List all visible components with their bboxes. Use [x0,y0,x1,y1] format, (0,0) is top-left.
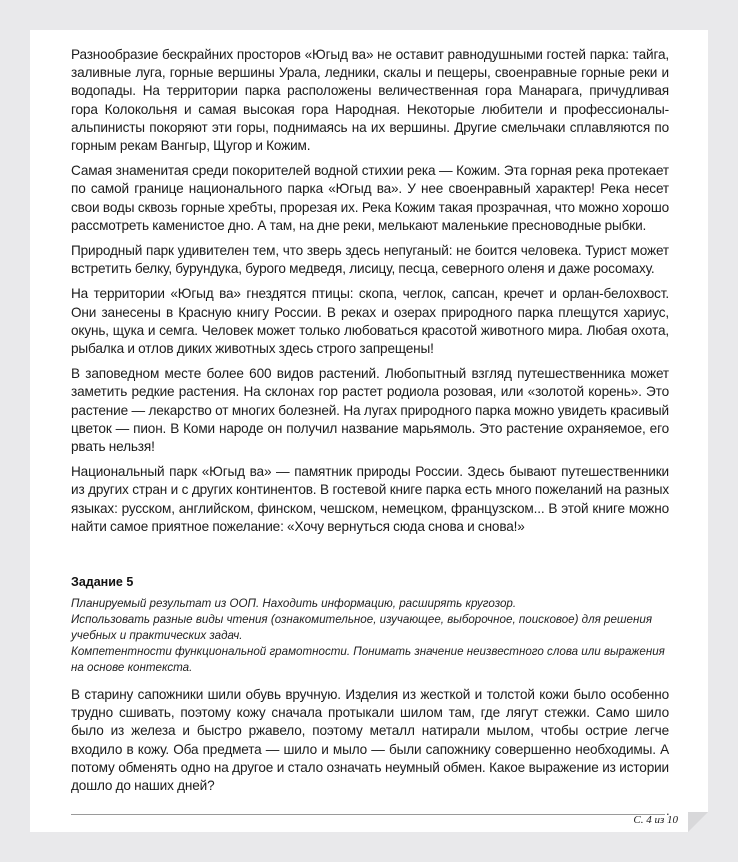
answer-input-line[interactable] [71,814,665,815]
paragraph-landscape: Разнообразие бескрайних просторов «Югыд ва» не оставит равнодушными гостей парка: тайга, заливные луга, горные вершины Урала, ледники, скалы и пещеры, своенравные горные реки и водопады. На территории парка расположены величественная гора Манарага, причудливая гора Колокольня и самая высокая гора Народная. Некоторые любители и профессионалы-альпинисты покоряют эти горы, поднимаясь на их вершины. Другие смельчаки сплавляются по горным рекам Вангыр, Щугор и Кожим. [71,47,669,154]
paragraph-birds-fish: На территории «Югыд ва» гнездятся птицы: скопа, чеглок, сапсан, кречет и орлан-белохвост. Они занесены в Красную книгу России. В реках и озерах природного парка плещутся хариус, окунь, щука и семга. Человек может только любоваться красотой животного мира. Любая охота, рыбалка и отлов диких животных здесь строго запрещены! [71,286,669,357]
task-question: В старину сапожники шили обувь вручную. Изделия из жесткой и толстой кожи было особенно трудно сшивать, поэтому кожу сначала протыкали шилом там, где лягут стежки. Само шило было из железа и быстро ржавело, поэтому металл натирали мылом, чтобы острие легче входило в кожу. Оба предмета — шило и мыло — были сапожнику совершенно необходимы. А потому обменять одно на другое и стало означать неумный обмен. Какое выражение из истории дошло до наших дней? [71,687,669,794]
task-objective-competence: Компетентности функциональной грамотности. Понимать значение неизвестного слова или выражения на основе контекста. [71,645,665,675]
task-objective-planned-result: Планируемый результат из ООП. Находить информацию, расширять кругозор. [71,597,517,611]
task-title: Задание 5 [71,575,134,590]
task-objective-reading-types: Использовать разные виды чтения (ознакомительное, изучающее, выборочное, поисковое) для решения учебных и практических задач. [71,613,653,643]
paragraph-guestbook: Национальный парк «Югыд ва» — памятник природы России. Здесь бывают путешественники из других стран и с других континентов. В гостевой книге парка есть много пожеланий на разных языках: русском, английском, финском, чешском, немецком, французском... В этой книге можно найти самое приятное пожелание: «Хочу вернуться сюда снова и снова!» [71,464,669,534]
page-fold-icon [688,812,708,832]
paragraph-plants: В заповедном месте более 600 видов растений. Любопытный взгляд путешественника может заметить редкие растения. На склонах гор растет родиола розовая, или «золотой корень». Это растение — лекарство от многих болезней. На лугах природного парка можно увидеть красивый цветок — пион. В Коми народе он получил название марьямоль. Это растение охраняемое, его рвать нельзя! [71,366,669,455]
task-objectives [71,596,669,676]
answer-terminator: . [666,803,670,819]
page-number: С. 4 из 10 [633,814,678,826]
paragraph-animals: Природный парк удивителен тем, что зверь здесь непуганый: не боится человека. Турист может встретить белку, бурундука, бурого медведя, лисицу, песца, северного оленя и даже росомаху. [71,243,669,277]
paragraph-kozhim-river: Самая знаменитая среди покорителей водной стихии река — Кожим. Эта горная река протекает по самой границе национального парка «Югыд ва». У нее своенравный характер! Река несет свои воды сквозь горные хребты, прорезая их. Река Кожим такая прозрачная, что можно хорошо рассмотреть каменистое дно. А там, на дне реки, мелькают маленькие пресноводные рыбки. [71,163,669,233]
document-page [30,30,708,832]
answer-row [71,802,669,822]
page-content [71,46,669,822]
